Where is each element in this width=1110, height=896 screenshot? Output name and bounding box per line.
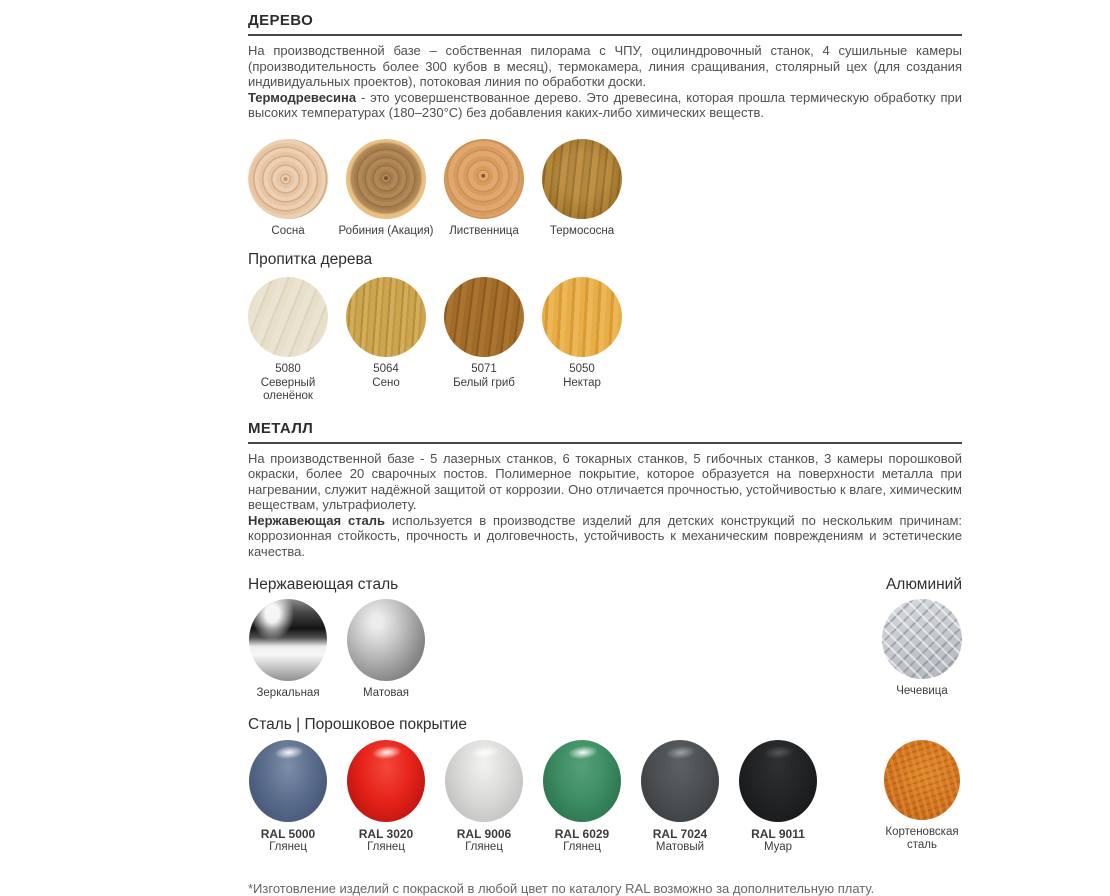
corten-label: Кортеновская сталь <box>885 825 959 851</box>
powder-finish: Глянец <box>269 841 307 853</box>
impregnation-code: 5050 <box>569 363 595 375</box>
stainless-col <box>248 599 328 701</box>
powder-swatch-ral9006 <box>445 740 523 822</box>
powder-finish: Глянец <box>367 841 405 853</box>
powder-col <box>346 740 426 855</box>
wood-thermo-text: - это усовершенствованное дерево. Это древесина, которая прошла термическую обработку при высоких температурах (180–230°С) без добавления каких-либо химических веществ. <box>248 89 962 120</box>
powder-title: Сталь | Порошковое покрытие <box>248 715 468 733</box>
wood-swatch-label: Сосна <box>271 224 305 237</box>
powder-code: RAL 9006 <box>456 826 512 841</box>
impregnation-label <box>244 363 332 404</box>
powder-col <box>248 740 328 855</box>
corten-swatch <box>884 740 960 820</box>
powder-code: RAL 5000 <box>260 826 316 841</box>
powder-finish: Матовый <box>655 841 705 853</box>
impregnation-swatch-5050 <box>542 277 622 357</box>
impregnation-label <box>342 363 430 390</box>
wood-section <box>248 13 962 404</box>
powder-finish: Глянец <box>563 841 601 853</box>
wood-thermo-paragraph <box>248 90 962 121</box>
corten-col <box>882 740 962 853</box>
powder-col <box>640 740 720 855</box>
metal-intro-paragraph <box>248 451 962 513</box>
impregnation-name: Северный оленёнок <box>260 376 316 402</box>
powder-label <box>713 828 843 855</box>
aluminum-col <box>882 599 962 699</box>
impregnation-swatch-5064 <box>346 277 426 357</box>
wood-species-col <box>338 139 434 239</box>
impregnation-col <box>444 277 524 390</box>
powder-code: RAL 6029 <box>554 826 610 841</box>
impregnation-name: Нектар <box>563 376 601 389</box>
metal-section <box>248 421 962 855</box>
wood-intro-paragraph <box>248 43 962 90</box>
powder-code: RAL 9011 <box>751 826 805 841</box>
powder-swatch-ral7024 <box>641 740 719 822</box>
metal-subheadings-row <box>248 576 962 593</box>
powder-col <box>738 740 818 855</box>
wood-section-divider <box>248 34 962 36</box>
powder-swatch-ral5000 <box>249 740 327 822</box>
impregnation-col <box>542 277 622 390</box>
wood-species-col <box>248 139 328 239</box>
powder-code: RAL 3020 <box>358 826 414 841</box>
wood-swatch-listvennitsa <box>444 139 524 219</box>
impregnation-name: Белый гриб <box>453 376 515 389</box>
wood-swatch-sosna <box>248 139 328 219</box>
metal-section-title: МЕТАЛЛ <box>248 419 314 437</box>
powder-swatch-ral6029 <box>543 740 621 822</box>
impregnation-title: Пропитка дерева <box>248 251 373 268</box>
powder-finish: Глянец <box>465 841 503 853</box>
powder-code: RAL 7024 <box>652 826 708 841</box>
stainless-col <box>346 599 426 701</box>
aluminum-swatch-diamondplate <box>882 599 962 679</box>
aluminum-title: Алюминий <box>885 576 962 593</box>
impregnation-row <box>248 277 962 404</box>
impregnation-swatch-5071 <box>444 277 524 357</box>
powder-swatch-ral9011 <box>739 740 817 822</box>
aluminum-label: Чечевица <box>896 685 948 697</box>
wood-species-col <box>444 139 524 239</box>
powder-col <box>542 740 622 855</box>
powder-finish: Муар <box>763 841 793 853</box>
metal-stainless-lead: Нержавеющая сталь <box>248 512 386 528</box>
impregnation-code: 5071 <box>471 363 497 375</box>
catalog-page <box>248 0 962 896</box>
wood-species-row <box>248 139 962 239</box>
stainless-swatch-matte <box>347 599 425 681</box>
wood-intro-text: На производственной базе – собственная пилорама с ЧПУ, оцилиндровочный станок, 4 сушильные камеры (производительность более 300 кубов в месяц), термокамера, линия сращивания, столярный цех (для создания индивидуальных проектов), потоковая линия по обработки доски. <box>248 43 962 89</box>
stainless-title: Нержавеющая сталь <box>248 576 399 593</box>
wood-species-col <box>542 139 622 239</box>
metal-section-divider <box>248 442 962 444</box>
impregnation-label <box>517 363 647 390</box>
impregnation-name: Сено <box>372 376 400 389</box>
wood-swatch-label: Робиния (Акация) <box>338 224 434 237</box>
metal-stainless-paragraph <box>248 513 962 560</box>
stainless-label: Матовая <box>363 687 409 699</box>
powder-row <box>248 740 962 855</box>
metal-stainless-text: используется в производстве изделий для детских конструкций по нескольким причинам: коррозионная стойкость, прочность и долговечность, устойчивость к механическим повреждениям и эстетические качества. <box>248 512 963 559</box>
powder-col <box>444 740 524 855</box>
stainless-swatch-mirror <box>249 599 327 681</box>
wood-swatch-robinia <box>346 139 426 219</box>
impregnation-col <box>248 277 328 404</box>
wood-section-title: ДЕРЕВО <box>248 12 314 29</box>
wood-thermo-lead: Термодревесина <box>248 89 357 105</box>
footer-note: *Изготовление изделий с покраской в любой цвет по каталогу RAL возможно за дополнительную плату. <box>248 880 875 896</box>
impregnation-code: 5080 <box>275 363 301 375</box>
powder-swatch-ral3020 <box>347 740 425 822</box>
metal-intro-text: На производственной базе - 5 лазерных станков, 6 токарных станков, 5 гибочных станков, 3 камеры порошковой окраски, более 20 сварочных постов. Полимерное покрытие, которое образуется на поверхности металла при нагревании, служит надёжной защитой от коррозии. Оно отличается прочностью, устойчивостью к влаге, химическим веществам, ультрафиолету. <box>248 450 962 512</box>
impregnation-code: 5064 <box>373 363 399 375</box>
metal-finishes-row <box>248 599 962 701</box>
wood-swatch-label: Лиственница <box>449 224 519 237</box>
impregnation-swatch-5080 <box>248 277 328 357</box>
wood-swatch-label: Термососна <box>549 224 615 237</box>
stainless-label: Зеркальная <box>256 687 320 699</box>
impregnation-col <box>346 277 426 390</box>
wood-swatch-termososna <box>542 139 622 219</box>
